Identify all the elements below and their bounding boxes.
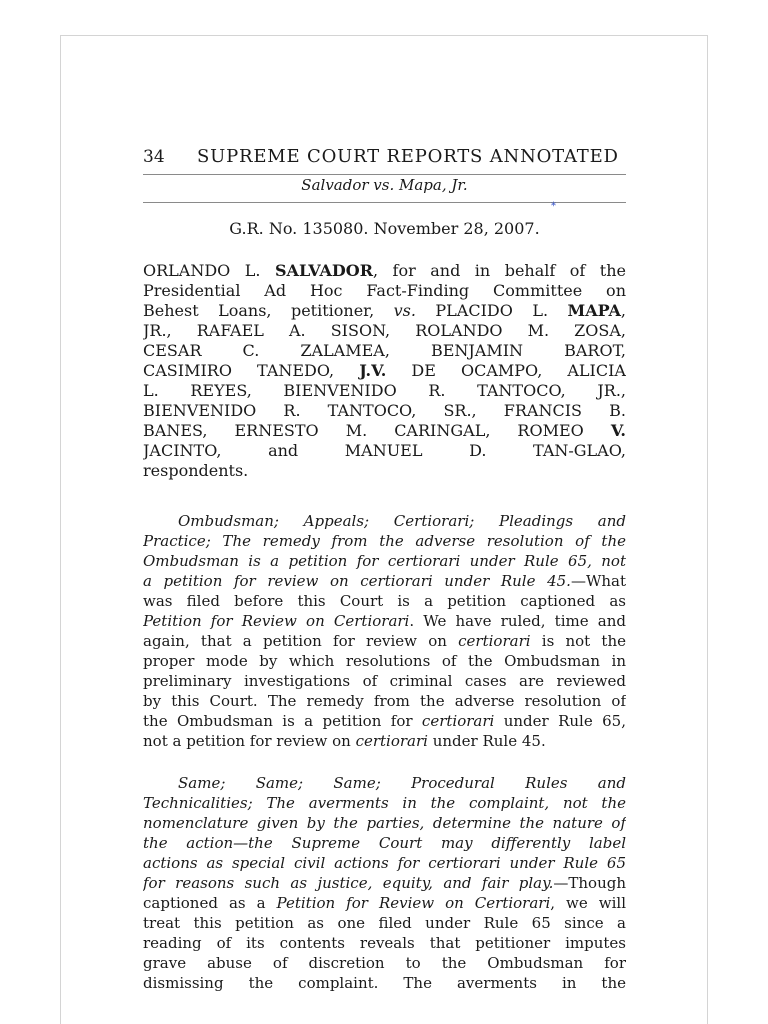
syllabus-line [143,793,626,813]
text-run: nomenclature given by the parties, determine the nature of [143,814,626,832]
syllabus-line [143,731,626,751]
syllabus-line [143,873,626,893]
text-run: the Ombudsman is a petition for [143,712,422,730]
syllabus-line [143,531,626,551]
syllabus-paragraph-1 [143,511,626,751]
text-run: , [620,301,626,320]
text-run: respondents. [143,461,249,480]
text-run: Technicalities; The averments in the complaint, not the [143,794,626,812]
text-run: Practice; The remedy from the adverse resolution of the [143,532,626,550]
syllabus-line [143,511,626,531]
text-run: . We have ruled, time and [409,612,626,630]
syllabus-line [143,933,626,953]
text-run: JACINTO, and MANUEL D. TAN-GLAO, [143,441,626,460]
parties-line [143,261,626,281]
text-run: MAPA [567,301,621,320]
text-run: Petition for Review on Certiorari [143,612,410,630]
text-run: reading of its contents reveals that petitioner imputes [143,934,626,952]
text-run: vs. [393,301,416,320]
footnote-marker[interactable]: * [551,201,556,212]
syllabus-line [143,691,626,711]
syllabus-line [143,973,626,993]
text-run: preliminary investigations of criminal cases are reviewed [143,672,626,690]
syllabus-line [143,651,626,671]
text-run: , for and in behalf of the [372,261,626,280]
text-run: was filed before this Court is a petition captioned as [143,592,626,610]
text-run: for reasons such as justice, equity, and fair play. [143,874,554,892]
syllabus-line [143,711,626,731]
text-run: under Rule 65, [494,712,626,730]
parties-line [143,381,626,401]
text-run: dismissing the complaint. The averments in the [143,974,626,992]
text-run: the action—the Supreme Court may differently label [143,834,626,852]
text-run: under Rule 45. [427,732,546,750]
syllabus-line [143,913,626,933]
syllabus-paragraph-2 [143,773,626,993]
parties-line [143,281,626,301]
text-run: actions as special civil actions for certiorari under Rule 65 [143,854,626,872]
syllabus-line [143,813,626,833]
text-run: CASIMIRO TANEDO, [143,361,360,380]
syllabus-line [143,571,626,591]
text-run: PLACIDO L. [415,301,568,320]
text-run: BIENVENIDO R. TANTOCO, SR., FRANCIS B. [143,401,626,420]
text-run: BANES, ERNESTO M. CARINGAL, ROMEO [143,421,611,440]
text-run: Same; Same; Same; Procedural Rules and [178,774,626,792]
text-run: treat this petition as one filed under Rule 65 since a [143,914,626,932]
text-run: proper mode by which resolutions of the Ombudsman in [143,652,626,670]
syllabus-line [143,591,626,611]
text-run: certiorari [421,712,495,730]
text-run: captioned as a [143,894,277,912]
text-run: —What [570,572,626,590]
text-run: Presidential Ad Hoc Fact-Finding Committee on [143,281,626,300]
text-run: Ombudsman; Appeals; Certiorari; Pleadings and [178,512,626,530]
parties-line [143,441,626,461]
text-run: Petition for Review on Certiorari [276,894,551,912]
text-run: —Though [553,874,626,892]
parties-paragraph [143,261,626,481]
text-run: certiorari [355,732,428,750]
parties-line [143,461,626,481]
text-run: , we will [550,894,626,912]
text-run: CESAR C. ZALAMEA, BENJAMIN BAROT, [143,341,626,360]
syllabus-line [143,671,626,691]
text-run: V. [610,421,626,440]
text-run: Behest Loans, petitioner, [143,301,394,320]
syllabus-line [143,773,626,793]
parties-line [143,341,626,361]
syllabus-line [143,631,626,651]
text-run: Ombudsman is a petition for certiorari under Rule 65, not [143,552,626,570]
case-short-title: Salvador vs. Mapa, Jr. [301,176,468,194]
docket-line: G.R. No. 135080. November 28, 2007. [229,219,540,238]
text-run: SALVADOR [274,261,373,280]
parties-line [143,421,626,441]
parties-line [143,361,626,381]
text-run: ORLANDO L. [143,261,275,280]
syllabus-line [143,853,626,873]
text-run: grave abuse of discretion to the Ombudsman for [143,954,626,972]
text-run: again, that a petition for review on [143,632,459,650]
syllabus-line [143,833,626,853]
text-run: JR., RAFAEL A. SISON, ROLANDO M. ZOSA, [143,321,626,340]
text-run: DE OCAMPO, ALICIA [386,361,626,380]
text-run: not a petition for review on [143,732,356,750]
parties-line [143,321,626,341]
parties-line [143,401,626,421]
reporter-title: SUPREME COURT REPORTS ANNOTATED [197,146,619,167]
page-number: 34 [143,147,165,167]
syllabus-line [143,893,626,913]
text-run: by this Court. The remedy from the adverse resolution of [143,692,626,710]
text-run: certiorari [458,632,531,650]
text-run: J.V. [359,361,387,380]
text-run: is not the [530,632,626,650]
parties-line [143,301,626,321]
text-run: L. REYES, BIENVENIDO R. TANTOCO, JR., [143,381,626,400]
text-run: a petition for review on certiorari under Rule 45. [143,572,571,590]
syllabus-line [143,953,626,973]
syllabus-line [143,551,626,571]
syllabus-line [143,611,626,631]
